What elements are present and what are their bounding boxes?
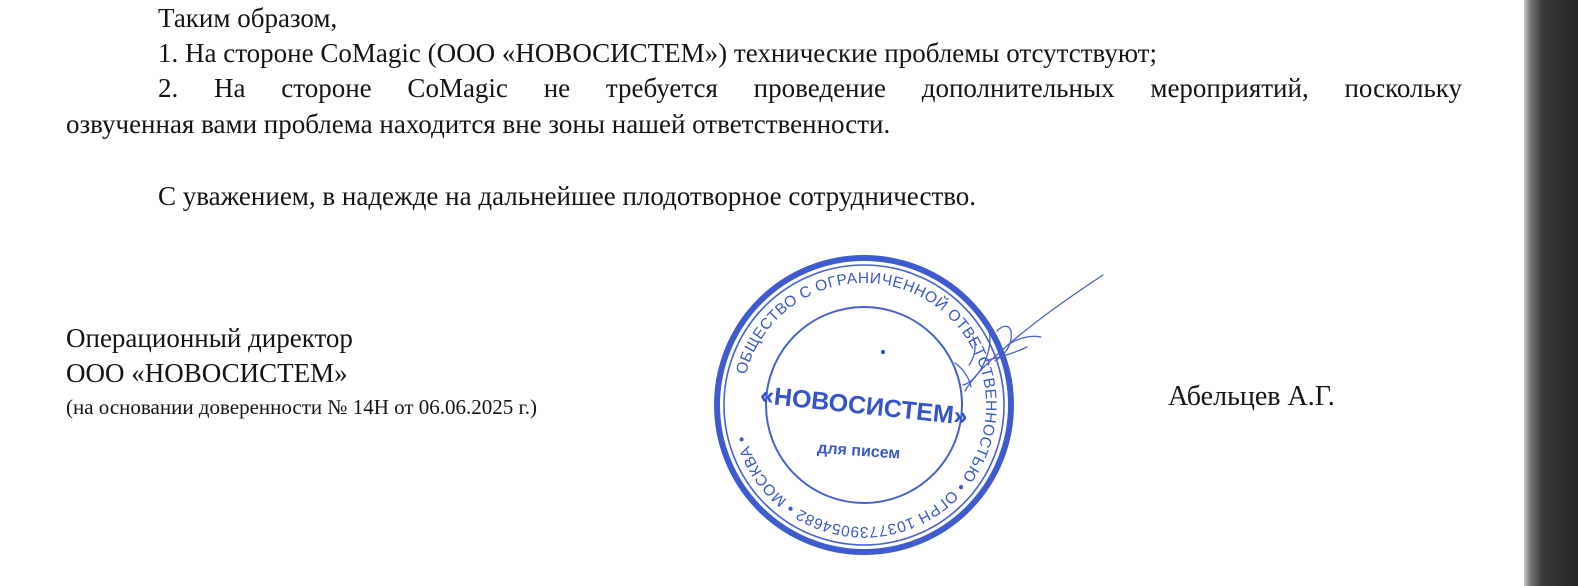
item-1-text: 1. На стороне CoMagic (ООО «НОВОСИСТЕМ») технические проблемы отсутствуют; bbox=[158, 38, 1157, 68]
stamp-dot bbox=[881, 350, 885, 354]
closing-text: С уважением, в надежде на дальнейшее плодотворное сотрудничество. bbox=[158, 181, 977, 211]
item-2-text-line-1: 2. На стороне CoMagic не требуется проведение дополнительных мероприятий, поскольку bbox=[158, 73, 1462, 103]
intro-text: Таким образом, bbox=[158, 3, 338, 33]
stamp-purpose: для писем bbox=[816, 439, 901, 463]
viewer-edge-shadow bbox=[1524, 0, 1578, 586]
stamp-ring-text: ОБЩЕСТВО С ОГРАНИЧЕННОЙ ОТВЕТСТВЕННОСТЬЮ • ОГРН 1037739054682 • МОСКВА • bbox=[733, 269, 1000, 541]
item-2-text-line-2: озвученная вами проблема находится вне зоны нашей ответственности. bbox=[66, 109, 891, 139]
handwritten-signature bbox=[915, 265, 1115, 405]
stamp-company-name: «НОВОСИСТЕМ» bbox=[758, 381, 969, 431]
signatory-position: Операционный директор bbox=[66, 323, 353, 353]
signatory-basis: (на основании доверенности № 14Н от 06.06.2025 г.) bbox=[66, 395, 538, 419]
signatory-name: Абельцев А.Г. bbox=[1168, 381, 1335, 412]
signatory-company: ООО «НОВОСИСТЕМ» bbox=[66, 358, 348, 388]
